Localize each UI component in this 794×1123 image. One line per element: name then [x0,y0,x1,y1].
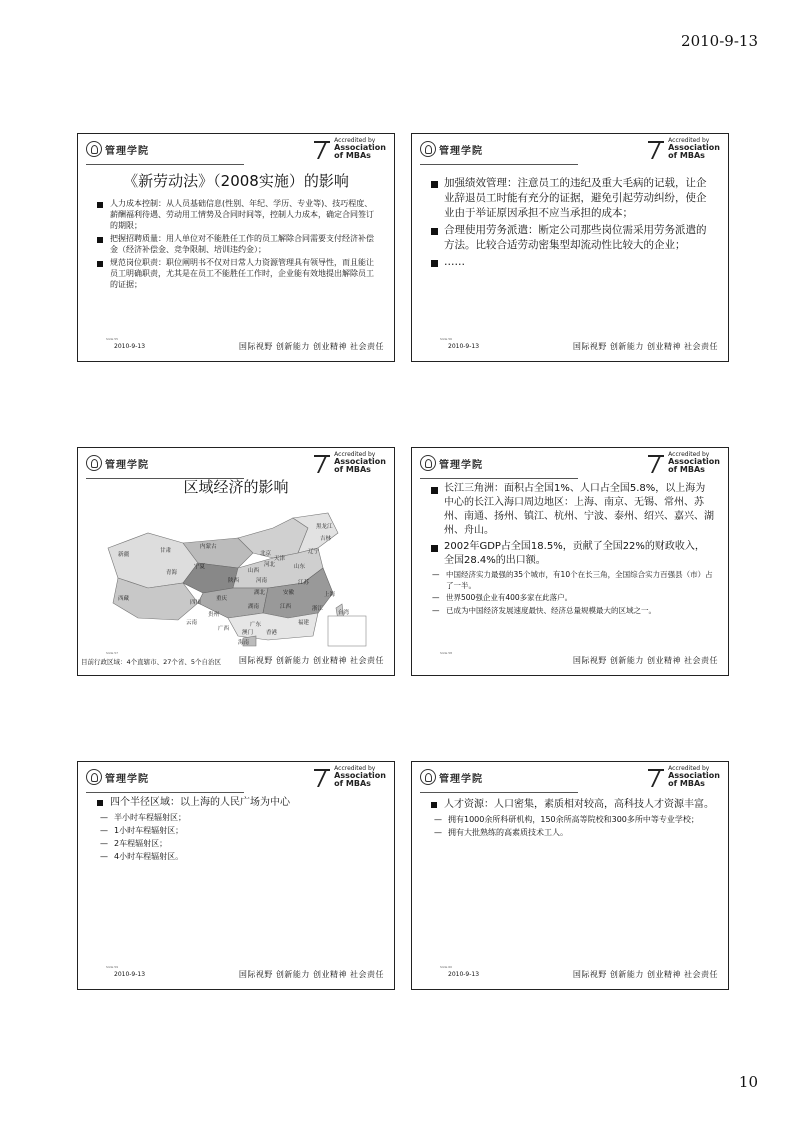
slide-number-tiny: Slide 59 [106,965,119,969]
bullet-item: 加强绩效管理：注意员工的违纪及重大毛病的记载，让企业辞退员工时能有充分的证据，避免引起劳动纠纷，使企业由于举证原因承担不应当承担的成本； [430,176,714,221]
province-label: 江苏 [298,580,310,586]
school-logo [86,141,149,157]
amba-logo [647,766,720,788]
province-label: 河南 [256,578,268,584]
amba-text: Accredited by Association of MBAs [334,765,386,788]
slide-number-tiny: Slide 57 [106,651,119,655]
province-label: 上海 [324,592,336,598]
slide-body [430,482,714,618]
province-label: 河北 [264,562,276,568]
bullet-item: 四个半径区域：以上海的人民广场为中心 [96,796,380,810]
sub-bullet-item: — 半小时车程辐射区； [100,812,380,823]
amba-icon [313,453,331,473]
province-label: 北京 [260,551,272,557]
sub-bullet-item: — 拥有1000余所科研机构，150余所高等院校和300多所中等专业学校； [434,814,714,825]
bullet-item: 人力成本控制：从人员基础信息(性别、年纪、学历、专业等)、技巧程度、薪酬福利待遇、劳动用工情势及合同时间等，控制人力成本，确定合同签订的期限； [96,198,380,231]
province-label: 山西 [248,568,260,574]
province-label: 甘肃 [160,548,172,554]
map-footnote: 目前行政区域：4个直辖市、27个省、5个自治区 [81,658,222,666]
bullet-item: 规范岗位职责：职位阐明书不仅对日常人力资源管理具有领导性，而且能让员工明确职责，尤其是在员工不能胜任工作时，企业能有效地提出解除员工的证据； [96,257,380,290]
amba-logo [313,766,386,788]
school-emblem-icon [420,455,436,471]
slide-header [412,134,728,164]
province-label: 贵州 [208,612,220,618]
province-label: 台湾 [338,610,350,616]
amba-logo [647,138,720,160]
sub-bullet-item: — 已成为中国经济发展速度最快、经济总量规模最大的区域之一。 [432,606,714,617]
sub-bullet-item: — 中国经济实力最强的35个城市，有10个在长三角，全国综合实力百强县（市）占了一半。 [432,570,714,591]
school-logo-text: 管理学院 [105,773,149,785]
slogan: 国际视野 创新能力 创业精神 社会责任 [572,342,718,351]
slide-thumbnail-6 [411,761,729,990]
school-logo-text: 管理学院 [439,773,483,785]
slide-header [412,762,728,792]
bullet-item: 人才资源：人口密集，素质相对较高，高科技人才资源丰富。 [430,798,714,812]
sub-bullet-item: — 1小时车程辐射区； [100,825,380,836]
school-logo [86,455,149,471]
slide-thumbnail-2 [411,133,729,362]
amba-icon [313,767,331,787]
province-label: 陕西 [228,578,240,584]
slide-date: 2010-9-13 [114,971,146,978]
school-logo-text: 管理学院 [439,459,483,471]
province-label: 云南 [186,620,198,626]
amba-icon [647,139,665,159]
slide-footer [412,651,728,675]
amba-logo [313,452,386,474]
bullet-item: …… [430,255,714,270]
school-emblem-icon [420,141,436,157]
bullet-item: 把握招聘质量：用人单位对不能胜任工作的员工解除合同需要支付经济补偿金（经济补偿金、竞争限制、培训违约金）； [96,233,380,255]
slide-thumbnail-4 [411,447,729,676]
slide-number-tiny: Slide 58 [440,651,453,655]
province-label: 内蒙古 [200,544,217,550]
school-logo [86,769,149,785]
slide-date: 2010-9-13 [114,343,146,350]
amba-text: Accredited by Association of MBAs [668,137,720,160]
province-label: 吉林 [320,536,332,542]
province-label: 广东 [250,622,262,628]
slide-date: 2010-9-13 [448,971,480,978]
slide-footer [78,965,394,989]
province-label: 香港 [266,630,278,636]
province-label: 青海 [166,570,178,576]
slide-thumbnail-3 [77,447,395,676]
slide-footer [412,965,728,989]
page-date: 2010-9-13 [681,32,758,50]
province-label: 宁夏 [194,564,206,570]
bullet-item: 2002年GDP占全国18.5%，贡献了全国22%的财政收入，全国28.4%的出口额。 [430,540,714,568]
province-label: 西藏 [118,596,130,602]
province-label: 海南 [238,640,250,646]
province-label: 安徽 [283,590,295,596]
bullet-item: 长江三角洲：面积占全国1%、人口占全国5.8%，以上海为中心的长江入海口周边地区：上海、南京、无锡、常州、苏州、南通、扬州、镇江、杭州、宁波、泰州、绍兴、嘉兴、湖州、舟山。 [430,482,714,538]
slide-thumbnail-5 [77,761,395,990]
slide-number-tiny: Slide 56 [440,337,453,341]
sub-bullet-item: — 4小时车程辐射区。 [100,851,380,862]
province-label: 辽宁 [308,549,320,555]
header-divider [86,164,244,165]
slide-thumbnail-1 [77,133,395,362]
slogan: 国际视野 创新能力 创业精神 社会责任 [572,656,718,665]
province-label: 广西 [218,626,230,632]
amba-text: Accredited by Association of MBAs [334,137,386,160]
province-label: 福建 [298,620,310,626]
slide-body [96,796,380,864]
amba-logo [313,138,386,160]
amba-text: Accredited by Association of MBAs [668,765,720,788]
header-divider [420,478,578,479]
province-label: 新疆 [118,552,130,558]
province-label: 浙江 [312,606,324,612]
amba-icon [647,453,665,473]
slide-footer [78,337,394,361]
slide-number-tiny: Slide 55 [106,337,119,341]
slide-header [78,448,394,478]
page-number: 10 [738,1073,758,1091]
amba-icon [313,139,331,159]
province-label: 澳门 [242,630,254,636]
slogan: 国际视野 创新能力 创业精神 社会责任 [572,970,718,979]
slide-date: 2010-9-13 [448,343,480,350]
slogan: 国际视野 创新能力 创业精神 社会责任 [238,656,384,665]
province-label: 湖北 [254,590,266,596]
school-logo-text: 管理学院 [105,459,149,471]
header-divider [420,792,578,793]
amba-text: Accredited by Association of MBAs [668,451,720,474]
slogan: 国际视野 创新能力 创业精神 社会责任 [238,342,384,351]
slide-body [430,798,714,840]
sub-bullet-item: — 世界500强企业有400多家在此落户。 [432,593,714,604]
province-label: 湖南 [248,604,260,610]
school-emblem-icon [86,141,102,157]
province-label: 山东 [294,564,306,570]
amba-text: Accredited by Association of MBAs [334,451,386,474]
bullet-item: 合理使用劳务派遣：断定公司那些岗位需采用劳务派遣的方法。比较合适劳动密集型却流动性比较大的企业； [430,223,714,253]
school-logo [420,141,483,157]
province-label: 江西 [280,604,292,610]
china-map [88,508,388,648]
amba-logo [647,452,720,474]
province-label: 重庆 [216,596,228,602]
school-logo-text: 管理学院 [105,145,149,157]
slide-header [78,134,394,164]
slide-header [78,762,394,792]
slide-footer [78,651,394,675]
slide-title: 《新劳动法》（2008实施）的影响 [123,172,349,190]
school-emblem-icon [420,769,436,785]
sub-bullet-item: — 2车程辐射区； [100,838,380,849]
province-label: 黑龙江 [316,524,333,530]
slide-body [430,176,714,272]
slide-footer [412,337,728,361]
school-emblem-icon [86,455,102,471]
school-logo [420,455,483,471]
slide-body [96,198,380,292]
slogan: 国际视野 创新能力 创业精神 社会责任 [238,970,384,979]
province-label: 四川 [190,600,202,606]
school-logo-text: 管理学院 [439,145,483,157]
header-divider [420,164,578,165]
slide-title: 区域经济的影响 [183,478,289,496]
amba-icon [647,767,665,787]
slide-header [412,448,728,478]
province-label: 天津 [274,556,286,562]
sub-bullet-item: — 拥有大批熟练的高素质技术工人。 [434,827,714,838]
school-emblem-icon [86,769,102,785]
header-divider [86,792,244,793]
slide-number-tiny: Slide 60 [440,965,453,969]
school-logo [420,769,483,785]
